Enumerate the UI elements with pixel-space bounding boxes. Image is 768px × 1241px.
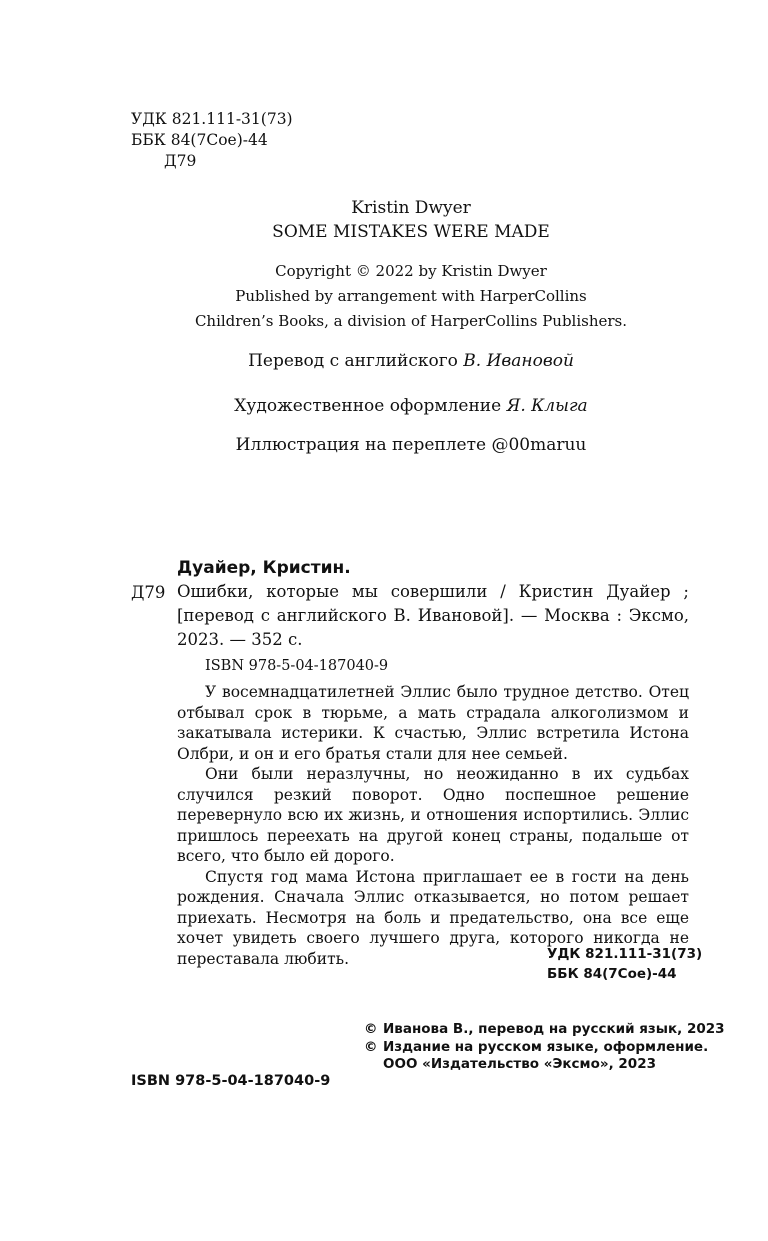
original-author: Kristin Dwyer xyxy=(351,198,471,218)
copyright-line: Published by arrangement with HarperCollins xyxy=(235,287,587,305)
design-credit xyxy=(60,395,762,417)
bibliography-isbn: ISBN 978-5-04-187040-9 xyxy=(205,658,389,674)
udk-code: УДК 821.111-31(73) xyxy=(131,110,293,128)
bibliography-code: Д79 xyxy=(131,583,166,602)
bibliography-author: Дуайер, Кристин. xyxy=(177,558,351,578)
imprint-isbn: ISBN 978-5-04-187040-9 xyxy=(131,1073,331,1089)
imprint-udk: УДК 821.111-31(73) xyxy=(547,946,703,962)
rights-item xyxy=(364,1021,744,1039)
author-sign: Д79 xyxy=(164,152,197,170)
copyright-line: Children’s Books, a division of HarperCollins Publishers. xyxy=(194,312,628,330)
original-title: SOME MISTAKES WERE MADE xyxy=(272,222,550,242)
translation-credit xyxy=(60,350,762,372)
imprint-classification xyxy=(547,944,702,984)
rights-text: Издание на русском языке, оформление. ООО «Издательство «Эксмо», 2023 xyxy=(383,1038,709,1072)
imprint-bbk: ББК 84(7Сое)-44 xyxy=(547,966,677,982)
annotation-paragraph: У восемнадцатилетней Эллис было трудное детство. Отец отбывал срок в тюрьме, а мать страдала алкоголизмом и закатывала истерики. К счастью, Эллис встретила Истона Олбри, и он и его братья стали для нее семьей. xyxy=(177,683,689,763)
rights-item xyxy=(364,1039,744,1074)
classification-block xyxy=(131,109,293,172)
translator-name: В. Ивановой xyxy=(463,351,574,371)
copyright-symbol: © xyxy=(364,1021,378,1037)
designer-name: Я. Клыга xyxy=(506,396,588,416)
rights-block xyxy=(364,1021,744,1074)
design-label: Художественное оформление xyxy=(234,396,502,416)
rights-text: Иванова В., перевод на русский язык, 2023 xyxy=(383,1021,725,1037)
translation-label: Перевод с английского xyxy=(248,351,458,371)
copyright-block xyxy=(60,259,762,334)
copyright-symbol: © xyxy=(364,1038,378,1055)
annotation xyxy=(177,682,689,969)
illustration-credit: Иллюстрация на переплете @00maruu xyxy=(235,435,587,455)
bbk-code: ББК 84(7Сое)-44 xyxy=(131,131,268,149)
annotation-paragraph: Спустя год мама Истона приглашает ее в гости на день рождения. Сначала Эллис отказывается, но потом решает приехать. Несмотря на боль и предательство, она все еще хочет увидеть своего лучшего друга, которого никогда не переставала любить. xyxy=(177,867,689,968)
annotation-paragraph: Они были неразлучны, но неожиданно в их судьбах случился резкий поворот. Одно поспешное решение перевернуло всю их жизнь, и отношения испортились. Эллис пришлось переехать на другой конец страны, подальше от всего, что было ей дорого. xyxy=(177,765,689,865)
copyright-line: Copyright © 2022 by Kristin Dwyer xyxy=(275,262,547,280)
bibliography-description: Ошибки, которые мы совершили / Кристин Дуайер ; [перевод с английского В. Ивановой]. — Москва : Эксмо, 2023. — 352 с. xyxy=(177,582,689,650)
